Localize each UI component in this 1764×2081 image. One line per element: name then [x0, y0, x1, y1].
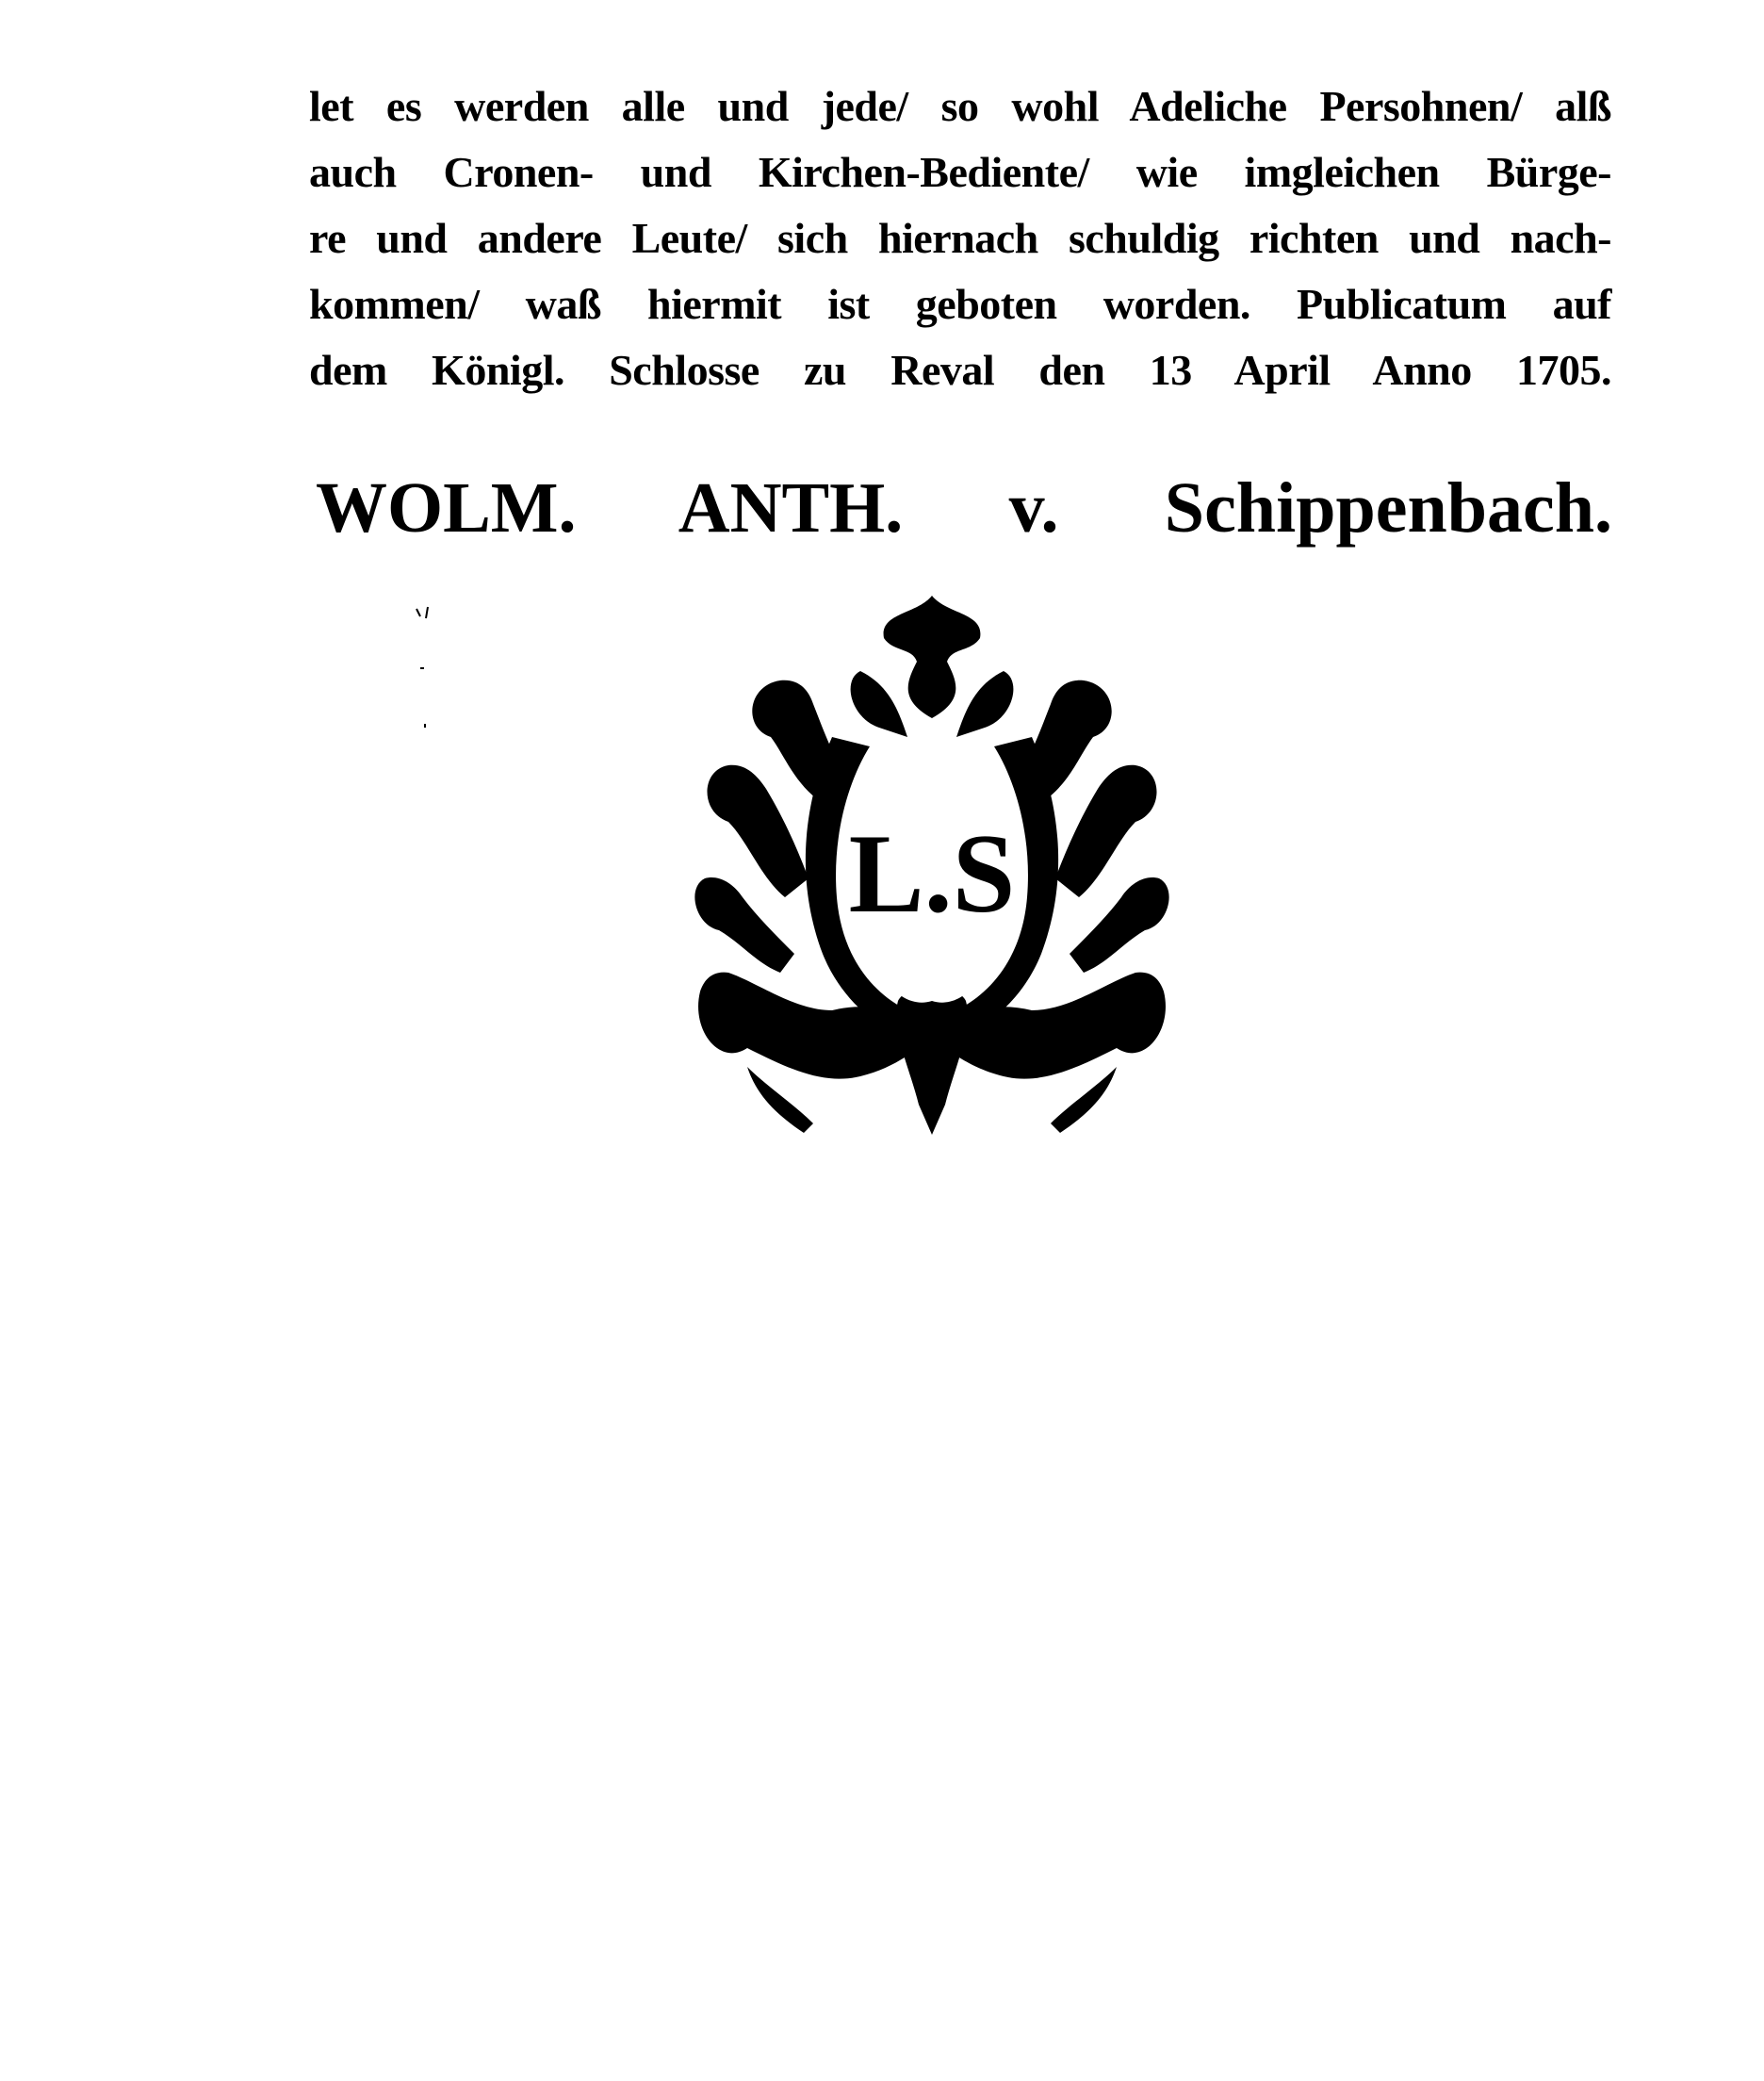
text-line: auch Cronen- und Kirchen-Bediente/ wie imgleichen Bürge- — [309, 148, 1611, 196]
signature: WOLM. ANTH. v. Schippenbach. — [316, 468, 1612, 548]
text-line: dem Königl. Schlosse zu Reval den 13 April Anno 1705. — [309, 346, 1611, 394]
proclamation-text — [309, 74, 1611, 403]
print-specks — [415, 603, 452, 745]
text-line: kommen/ waß hiermit ist geboten worden. Publicatum auf — [309, 280, 1611, 328]
text-line: let es werden alle und jede/ so wohl Adeliche Persohnen/ alß — [309, 82, 1611, 130]
text-line: re und andere Leute/ sich hiernach schuldig richten und nach- — [309, 214, 1611, 262]
seal-ornament — [691, 596, 1173, 1135]
seal-text: L.S — [848, 811, 1016, 936]
